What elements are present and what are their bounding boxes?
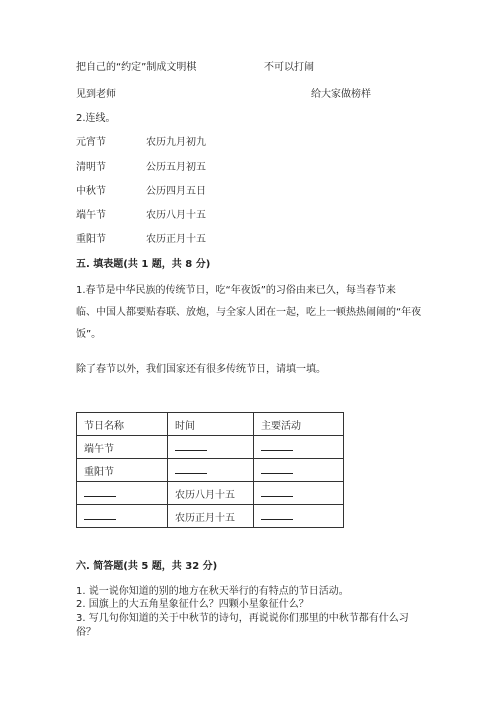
festival-table [76,412,344,528]
match-left-item: 重阳节 [76,234,106,245]
table-header-cell: 主要活动 [254,413,344,436]
greeting-right-text: 给大家做榜样 [311,89,371,100]
match-right-item: 公历五月初五 [146,162,206,173]
fill-blank[interactable] [261,441,293,451]
greeting-left-text: 见到老师 [76,89,116,100]
matching-heading: 2.连线。 [76,113,116,124]
match-left-item: 端午节 [76,210,106,221]
question-line: 1. 说一说你知道的别的地方在秋天举行的有特点的节日活动。 [76,586,349,597]
fill-blank[interactable] [261,487,293,497]
match-left-item: 元宵节 [76,137,106,148]
fill-blank[interactable] [261,510,293,520]
fill-blank[interactable] [84,510,116,520]
question-line: 3. 写几句你知道的关于中秋节的诗句，再说说你们那里的中秋节都有什么习 [76,613,409,624]
time-cell: 农历正月十五 [168,505,254,528]
match-right-item: 农历八月十五 [146,210,206,221]
convention-left-text: 把自己的“约定”制成文明棋 [76,62,197,73]
festival-name-cell: 重阳节 [77,459,168,482]
activity-blank-cell[interactable] [254,505,344,528]
fill-blank[interactable] [175,441,207,451]
time-blank-cell[interactable] [168,436,254,459]
match-right-item: 公历四月五日 [146,186,206,197]
question-line: 俗？ [76,627,96,638]
festival-name-blank-cell[interactable] [77,482,168,505]
section5-instruction: 除了春节以外，我们国家还有很多传统节日，请填一填。 [76,364,326,375]
match-right-item: 农历正月十五 [146,234,206,245]
table-header-cell: 节日名称 [77,413,168,436]
time-cell: 农历八月十五 [168,482,254,505]
fill-blank[interactable] [175,464,207,474]
section5-title: 五. 填表题(共 1 题，共 8 分) [76,259,211,270]
match-left-item: 清明节 [76,162,106,173]
question-line: 2. 国旗上的大五角星象征什么？四颗小星象征什么？ [76,599,309,610]
time-blank-cell[interactable] [168,459,254,482]
table-row [77,505,344,528]
match-left-item: 中秋节 [76,186,106,197]
convention-right-text: 不可以打闹 [264,62,314,73]
section5-paragraph-line: 1.春节是中华民族的传统节日，吃“年夜饭”的习俗由来已久，每当春节来 [76,285,396,296]
table-header-row [77,413,344,436]
match-right-item: 农历九月初九 [146,137,206,148]
table-row [77,459,344,482]
fill-blank[interactable] [84,487,116,497]
activity-blank-cell[interactable] [254,482,344,505]
section6-title: 六. 简答题(共 5 题，共 32 分) [76,561,218,572]
section5-paragraph-line: 饭”。 [76,329,102,340]
section5-paragraph-line: 临、中国人都要贴春联、放炮，与全家人团在一起，吃上一顿热热闹闹的“年夜 [76,307,422,318]
table-row [77,436,344,459]
activity-blank-cell[interactable] [254,459,344,482]
table-row [77,482,344,505]
festival-name-cell: 端午节 [77,436,168,459]
activity-blank-cell[interactable] [254,436,344,459]
festival-name-blank-cell[interactable] [77,505,168,528]
table-header-cell: 时间 [168,413,254,436]
fill-blank[interactable] [261,464,293,474]
